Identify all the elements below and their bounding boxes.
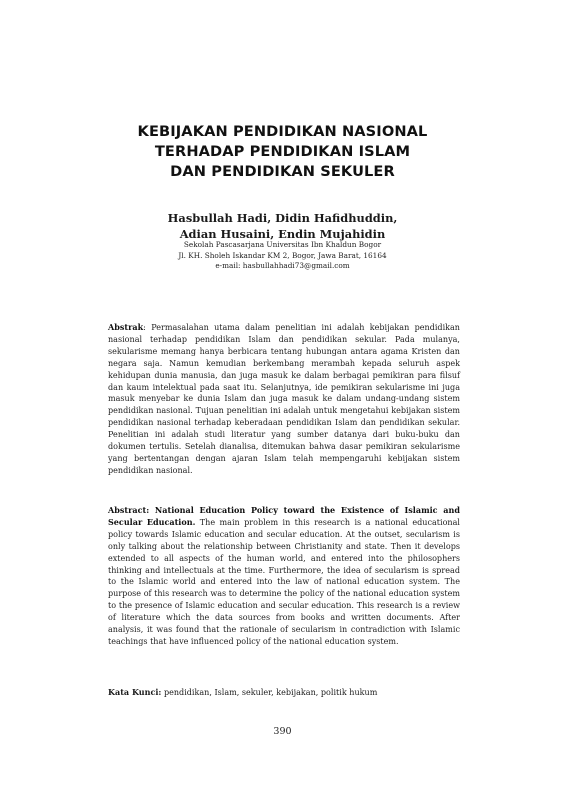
affiliation [0, 240, 565, 272]
affiliation-email: e-mail: hasbullahhadi73@gmail.com [215, 261, 350, 270]
paper-title [0, 122, 565, 182]
affiliation-address: Jl. KH. Sholeh Iskandar KM 2, Bogor, Jawa Barat, 16164 [178, 250, 387, 260]
author-list [0, 210, 565, 242]
keywords-text: pendidikan, Islam, sekuler, kebijakan, politik hukum [161, 688, 378, 697]
abstract-english [108, 505, 460, 648]
keywords [108, 686, 460, 699]
author-line-2: Adian Husaini, Endin Mujahidin [179, 227, 386, 241]
abstract-indonesian-label: Abstrak [108, 322, 144, 332]
title-line-1: KEBIJAKAN PENDIDIKAN NASIONAL [137, 123, 428, 140]
abstract-english-label: Abstract [108, 505, 147, 515]
title-line-2: TERHADAP PENDIDIKAN ISLAM [154, 143, 411, 160]
affiliation-institution: Sekolah Pascasarjana Universitas Ibn Khaldun Bogor [183, 240, 382, 249]
page-number: 390 [273, 726, 292, 737]
title-line-3: DAN PENDIDIKAN SEKULER [170, 163, 395, 180]
abstract-indonesian-text: : Permasalahan utama dalam penelitian ini adalah kebijakan pendidikan nasional terhadap pendidikan Islam dan pendidikan sekular. Pada mulanya, sekularisme memang hanya berbicara tentang hubungan antara agama Kristen dan negara saja. Namun kemudian berkembang merambah kepada seluruh aspek kehidupan dunia manusia, dan juga masuk ke dalam berbagai pemikiran para filsuf dan kaum intelektual pada saat itu. Selanjutnya, ide pemikiran sekularisme ini juga masuk menyebar ke dunia Islam dan juga masuk ke dalam undang-undang sistem pendidikan nasional. Tujuan penelitian ini adalah untuk mengetahui kebijakan sistem pendidikan nasional terhadap keberadaan pendidikan Islam dan pendidikan sekular. Penelitian ini adalah studi literatur yang sumber datanya dari buku-buku dan dokumen tertulis. Setelah dianalisa, ditemukan bahwa dasar pemikiran sekularisme yang bertentangan dengan ajaran Islam telah mempengaruhi kebijakan sistem pendidikan nasional. [108, 323, 460, 475]
abstract-english-text: The main problem in this research is a national educational policy towards Islamic education and secular education. At the outset, secularism is only talking about the relationship between Christianity and state. Then it develops extended to all aspects of the human world, and entered into the philosophers thinking and intellectuals at the time. Furthermore, the idea of secularism is spread to the Islamic world and entered into the law of national education system. The purpose of this research was to determine the policy of the national education system to the presence of Islamic education and secular education. This research is a review of literature which the data sources from books and written documents. After analysis, it was found that the rationale of secularism in contradiction with Islamic teachings that have influenced policy of the national education system. [108, 517, 460, 646]
keywords-label: Kata Kunci: [108, 687, 162, 697]
abstract-indonesian [108, 322, 460, 477]
abstract-english-title: : National Education Policy toward the Existence of Islamic and Secular Education. [108, 505, 460, 527]
author-line-1: Hasbullah Hadi, Didin Hafidhuddin, [167, 211, 398, 225]
